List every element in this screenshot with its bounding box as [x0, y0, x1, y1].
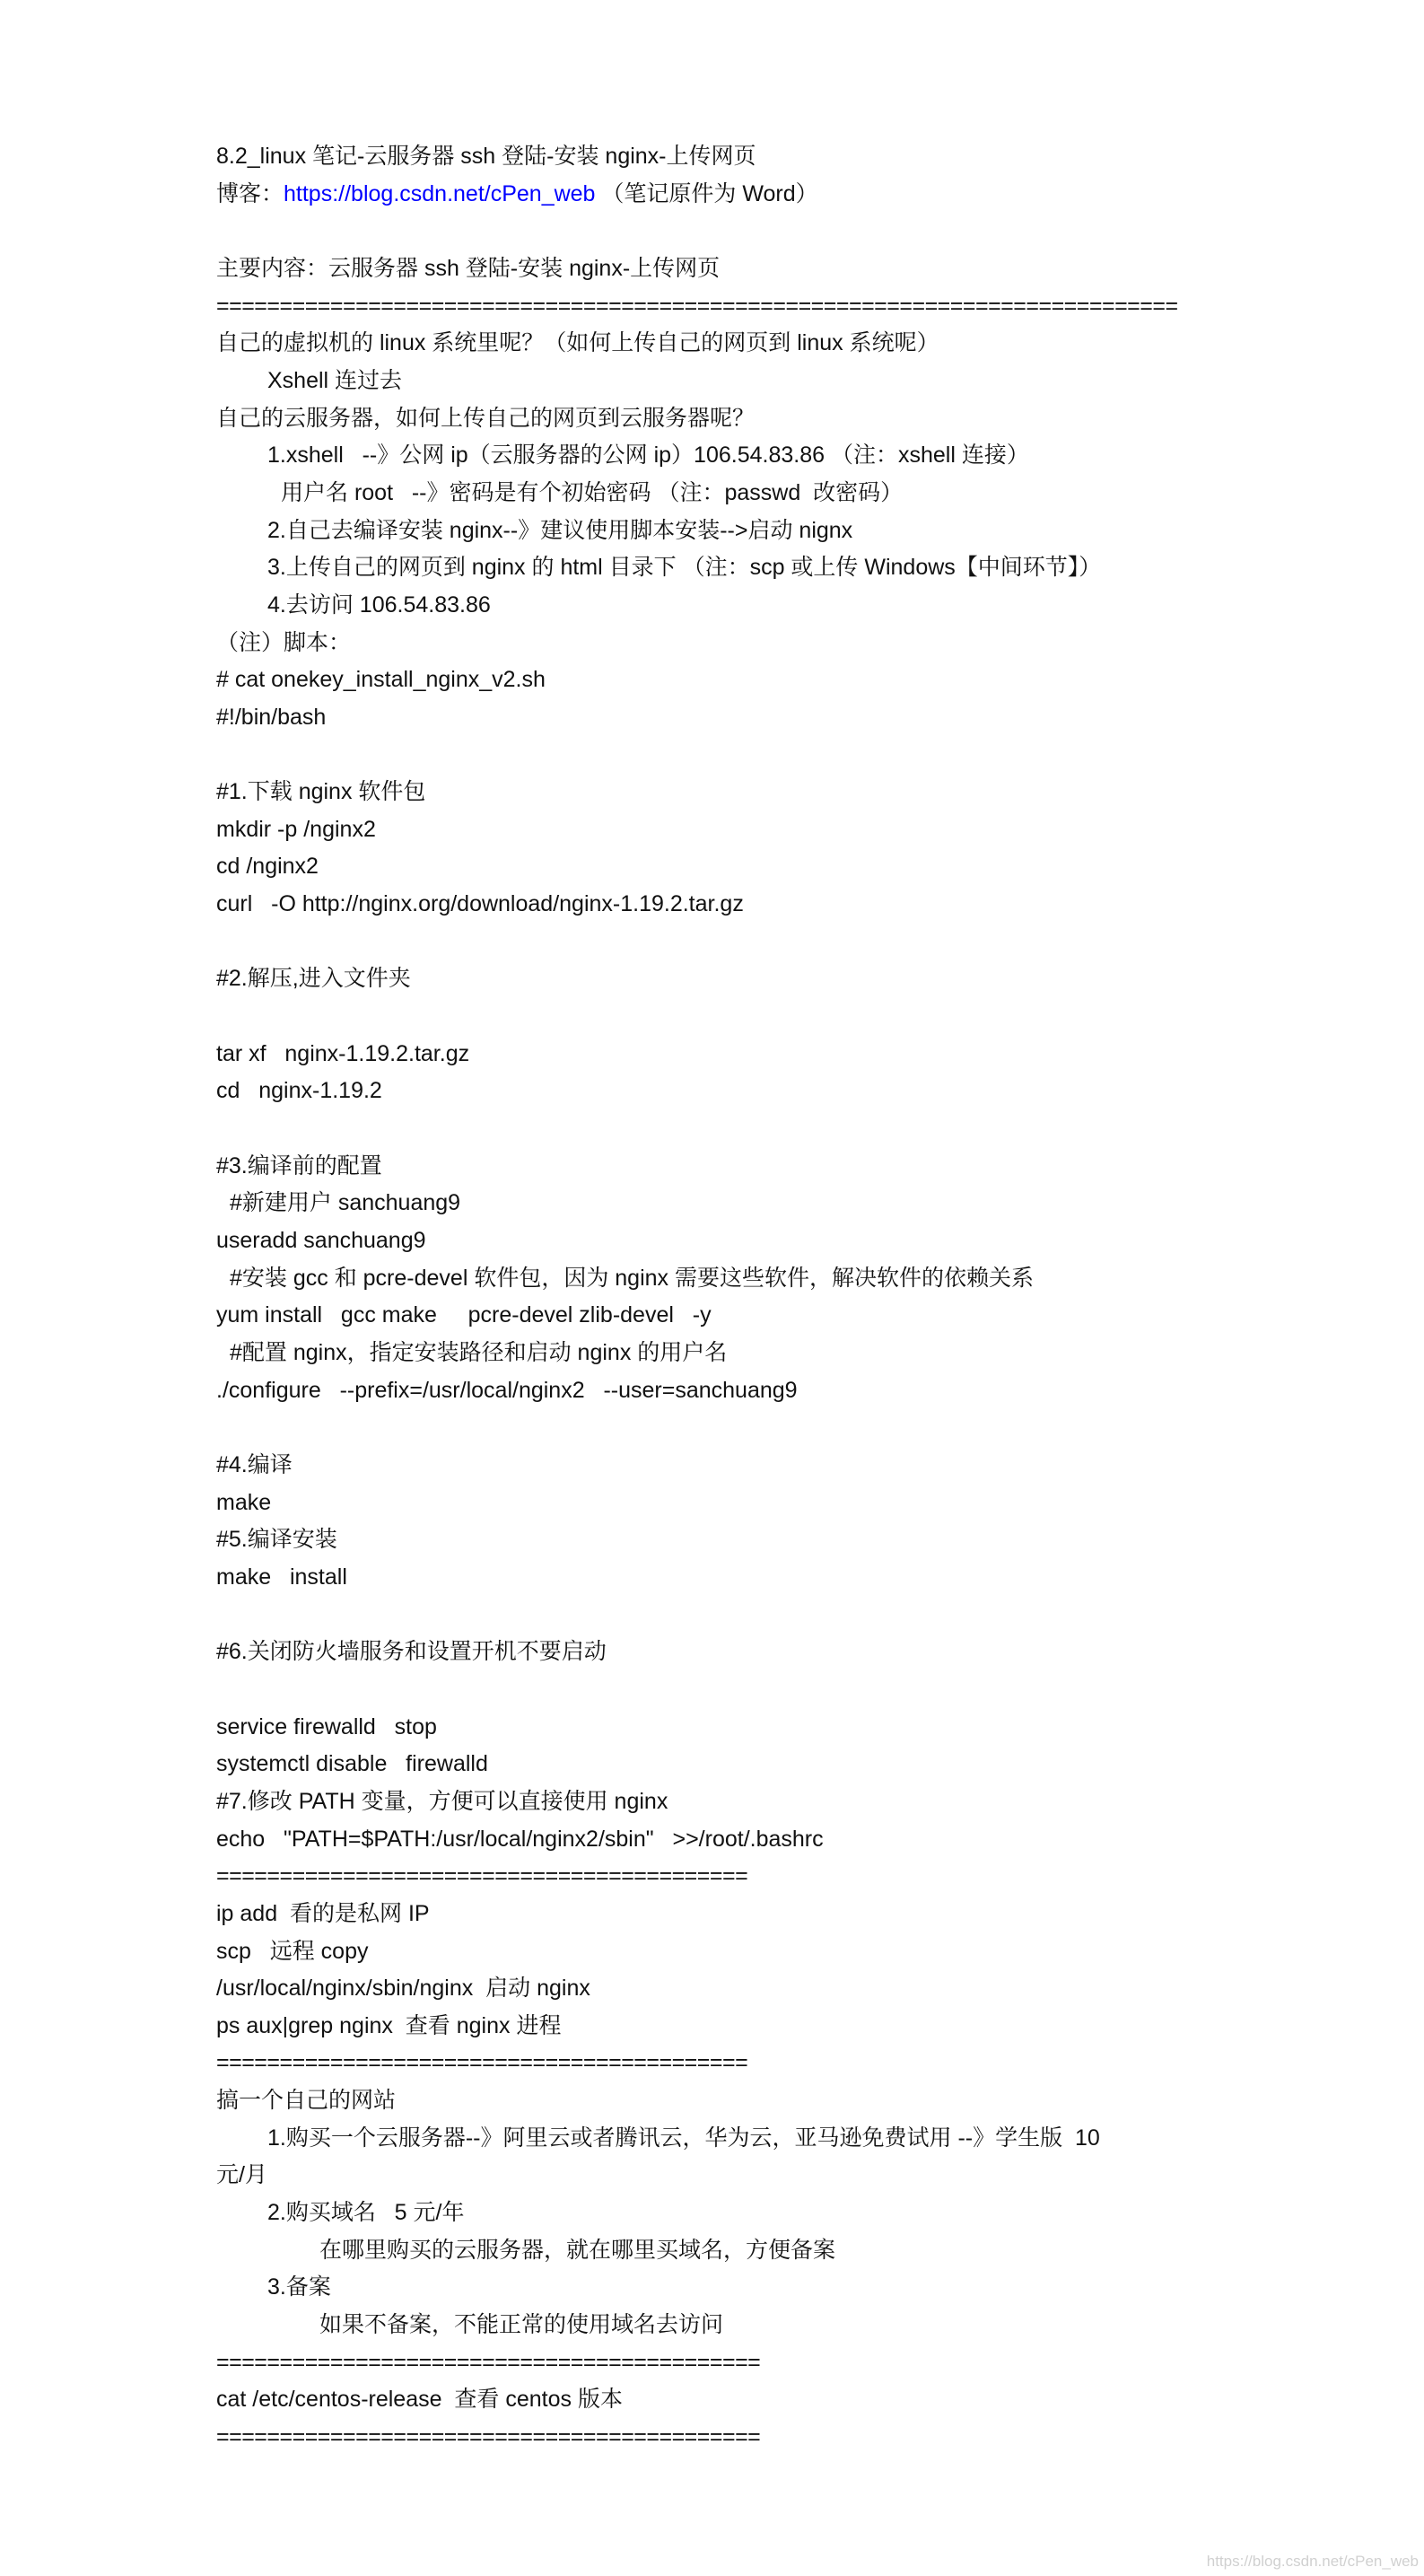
- text-line: ./configure --prefix=/usr/local/nginx2 --user=sanchuang9: [216, 1377, 798, 1403]
- document-title: 8.2_linux 笔记-云服务器 ssh 登陆-安装 nginx-上传网页: [216, 144, 756, 169]
- text-line: curl -O http://nginx.org/download/nginx-1.19.2.tar.gz: [216, 891, 744, 917]
- text-line: 2.自己去编译安装 nginx--》建议使用脚本安装-->启动 nignx: [267, 517, 853, 543]
- separator-line: ============================================================================: [216, 293, 1178, 319]
- text-line: 用户名 root --》密码是有个初始密码 （注：passwd 改密码）: [281, 479, 904, 505]
- separator-line: ===========================================: [216, 2424, 761, 2450]
- text-line: 3.备案: [267, 2274, 331, 2300]
- text-line: #配置 nginx，指定安装路径和启动 nginx 的用户名: [230, 1340, 728, 1365]
- blank-line: [216, 1597, 1338, 1634]
- text-line: 元/月: [216, 2162, 267, 2188]
- blank-line: [216, 1671, 1338, 1709]
- text-line: 3.上传自己的网页到 nginx 的 html 目录下 （注：scp 或上传 Windows【中间环节】）: [267, 555, 1102, 581]
- text-line: service firewalld stop: [216, 1713, 437, 1739]
- text-line: #新建用户 sanchuang9: [230, 1190, 461, 1216]
- text-line: 如果不备案，不能正常的使用域名去访问: [319, 2312, 724, 2338]
- text-line: 在哪里购买的云服务器，就在哪里买域名，方便备案: [319, 2237, 836, 2263]
- text-line: #7.修改 PATH 变量，方便可以直接使用 nginx: [216, 1788, 668, 1814]
- text-line: echo "PATH=$PATH:/usr/local/nginx2/sbin" >>/root/.bashrc: [216, 1826, 824, 1852]
- separator-line: ==========================================: [216, 1863, 748, 1889]
- text-line: ip add 看的是私网 IP: [216, 1900, 430, 1926]
- text-line: #3.编译前的配置: [216, 1152, 382, 1178]
- blank-line: [216, 1409, 1338, 1447]
- text-line: 自己的云服务器，如何上传自己的网页到云服务器呢？: [216, 405, 756, 431]
- text-line: ps aux|grep nginx 查看 nginx 进程: [216, 2012, 562, 2038]
- text-line: make install: [216, 1564, 347, 1590]
- text-line: cd /nginx2: [216, 854, 319, 880]
- text-line: tar xf nginx-1.19.2.tar.gz: [216, 1040, 470, 1066]
- blank-line: [216, 1110, 1338, 1148]
- blank-line: [216, 924, 1338, 961]
- text-line: #4.编译: [216, 1451, 293, 1477]
- text-line: 自己的虚拟机的 linux 系统里呢？（如何上传自己的网页到 linux 系统呢）: [216, 330, 939, 356]
- text-line: #6.关闭防火墙服务和设置开机不要启动: [216, 1639, 607, 1665]
- text-line: mkdir -p /nginx2: [216, 816, 376, 842]
- blog-line: [216, 176, 1338, 214]
- separator-line: ==========================================: [216, 2050, 748, 2076]
- text-line: 搞一个自己的网站: [216, 2088, 397, 2114]
- blog-note: （笔记原件为 Word）: [595, 180, 818, 206]
- text-line: 1.购买一个云服务器--》阿里云或者腾讯云，华为云，亚马逊免费试用 --》学生版 10: [267, 2125, 1100, 2151]
- text-line: #!/bin/bash: [216, 704, 327, 730]
- text-line: Xshell 连过去: [267, 367, 403, 393]
- text-line: /usr/local/nginx/sbin/nginx 启动 nginx: [216, 1976, 590, 2002]
- text-line: make: [216, 1489, 272, 1515]
- text-line: #1.下载 nginx 软件包: [216, 779, 426, 805]
- blank-line: [216, 998, 1338, 1036]
- text-line: # cat onekey_install_nginx_v2.sh: [216, 667, 546, 693]
- text-line: useradd sanchuang9: [216, 1228, 426, 1254]
- text-line: systemctl disable firewalld: [216, 1751, 488, 1777]
- watermark: https://blog.csdn.net/cPen_web: [1206, 2553, 1419, 2570]
- separator-line: ===========================================: [216, 2349, 761, 2375]
- text-line: #安装 gcc 和 pcre-devel 软件包，因为 nginx 需要这些软件，解决软件的依赖关系: [230, 1265, 1034, 1291]
- text-line: 4.去访问 106.54.83.86: [267, 591, 491, 618]
- text-line: （注）脚本：: [216, 629, 352, 655]
- text-line: yum install gcc make pcre-devel zlib-devel -y: [216, 1302, 712, 1328]
- text-line: cat /etc/centos-release 查看 centos 版本: [216, 2387, 623, 2413]
- text-line: scp 远程 copy: [216, 1938, 369, 1964]
- text-line: #2.解压,进入文件夹: [216, 966, 411, 992]
- text-line: #5.编译安装: [216, 1527, 337, 1553]
- document-body: [216, 138, 1338, 2457]
- blog-link[interactable]: https://blog.csdn.net/cPen_web: [284, 180, 596, 206]
- blog-label: 博客：: [216, 180, 284, 206]
- text-line: 2.购买域名 5 元/年: [267, 2200, 465, 2226]
- text-line: cd nginx-1.19.2: [216, 1078, 382, 1104]
- blank-line: [216, 737, 1338, 775]
- text-line: 主要内容：云服务器 ssh 登陆-安装 nginx-上传网页: [216, 255, 721, 281]
- text-line: 1.xshell --》公网 ip（云服务器的公网 ip）106.54.83.86 （注：xshell 连接）: [267, 442, 1029, 469]
- blank-line: [216, 213, 1338, 250]
